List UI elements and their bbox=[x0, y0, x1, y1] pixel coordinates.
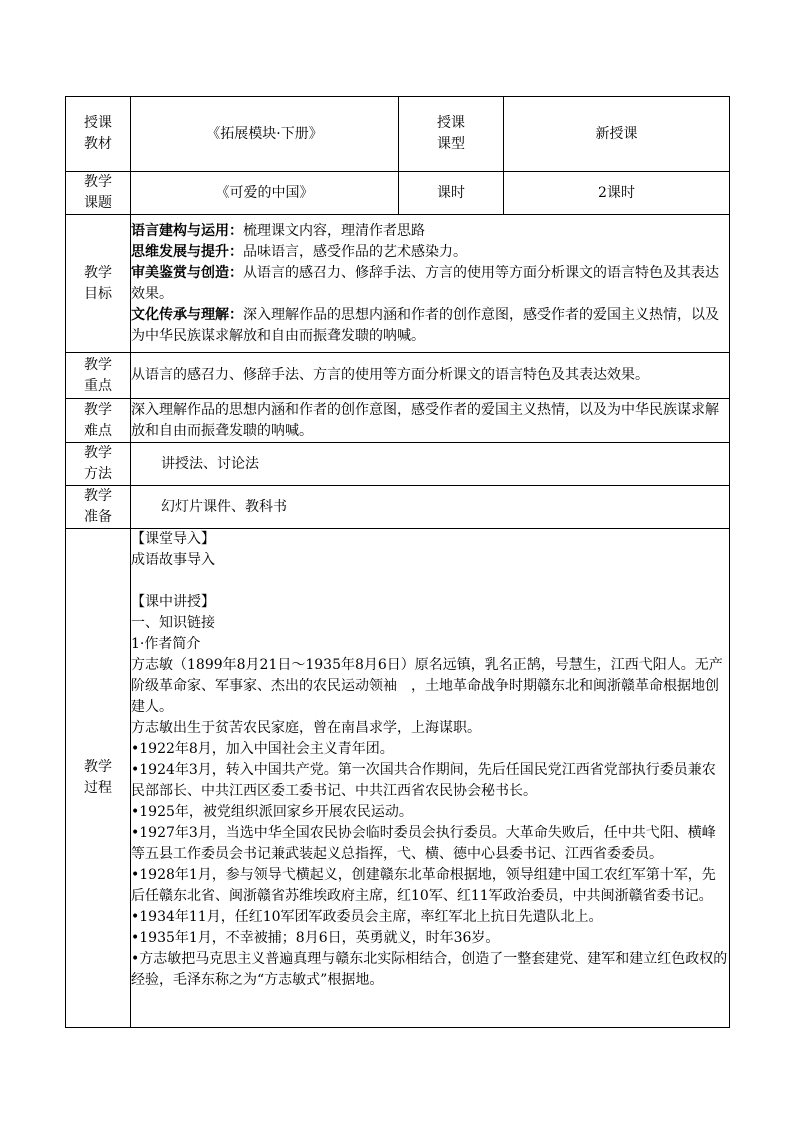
process-line: 一、知识链接 bbox=[131, 615, 215, 631]
goal-item bbox=[131, 221, 729, 242]
process-line: •1922年8月，加入中国社会主义青年团。 bbox=[131, 741, 394, 757]
goal-text: 从语言的感召力、修辞手法、方言的使用等方面分析课文的语言特色及其表达效果。 bbox=[131, 264, 719, 302]
row-methods bbox=[66, 443, 730, 486]
row-goals bbox=[66, 215, 730, 353]
process-line: •方志敏把马克思主义普遍真理与赣东北实际相结合，创造了一整套建党、建军和建立红色政权的经验，毛泽东称之为“方志敏式”根据地。 bbox=[131, 951, 728, 988]
preparation-label: 教学 准备 bbox=[66, 486, 131, 529]
goal-head: 文化传承与理解： bbox=[131, 306, 243, 323]
process-line: 方志敏（1899年8月21日～1935年8月6日）原名远镇，乳名正鹄，号慧生，江西弋阳人。无产阶级革命家、军事家、杰出的农民运动领袖 ，土地革命战争时期赣东北和闽浙赣革命根据地创建人。 bbox=[131, 657, 723, 715]
process-line: 方志敏出生于贫苦农民家庭，曾在南昌求学，上海谋职。 bbox=[131, 720, 481, 736]
row-difficulties bbox=[66, 399, 730, 443]
row-preparation bbox=[66, 486, 730, 529]
goal-text: 梳理课文内容，理清作者思路 bbox=[243, 222, 425, 239]
type-label: 授课 课型 bbox=[399, 97, 504, 172]
process-content bbox=[131, 529, 730, 1028]
goal-head: 语言建构与运用： bbox=[131, 222, 243, 239]
process-line: 1·作者简介 bbox=[131, 636, 201, 652]
process-line: •1934年11月，任红10军团军政委员会主席，率红军北上抗日先遣队北上。 bbox=[131, 909, 603, 925]
goals-content bbox=[131, 215, 730, 353]
process-line: •1925年，被党组织派回家乡开展农民运动。 bbox=[131, 804, 413, 820]
topic-value: 《可爱的中国》 bbox=[131, 172, 399, 215]
goal-text: 品味语言，感受作品的艺术感染力。 bbox=[243, 243, 467, 260]
difficulties-text: 深入理解作品的思想内涵和作者的创作意图，感受作者的爱国主义热情，以及为中华民族谋求解放和自由而振聋发聩的呐喊。 bbox=[131, 399, 730, 443]
row-key-points bbox=[66, 353, 730, 399]
process-label: 教学 过程 bbox=[66, 529, 131, 1028]
process-line: 成语故事导入 bbox=[131, 552, 215, 568]
key-points-text: 从语言的感召力、修辞手法、方言的使用等方面分析课文的语言特色及其表达效果。 bbox=[131, 353, 730, 399]
methods-text: 讲授法、讨论法 bbox=[131, 443, 730, 486]
process-line bbox=[131, 571, 729, 592]
goal-item bbox=[131, 263, 729, 305]
row-topic bbox=[66, 172, 730, 215]
methods-label: 教学 方法 bbox=[66, 443, 131, 486]
key-points-label: 教学 重点 bbox=[66, 353, 131, 399]
goal-item bbox=[131, 305, 729, 347]
material-value: 《拓展模块·下册》 bbox=[131, 97, 399, 172]
goal-head: 思维发展与提升： bbox=[131, 243, 243, 260]
process-line: •1928年1月，参与领导弋横起义，创建赣东北革命根据地，领导组建中国工农红军第十军，先后任赣东北省、闽浙赣省苏维埃政府主席，红10军、红11军政治委员，中共闽浙赣省委书记。 bbox=[131, 867, 716, 904]
type-value: 新授课 bbox=[504, 97, 730, 172]
hours-label: 课时 bbox=[399, 172, 504, 215]
process-line: •1935年1月，不幸被捕；8月6日，英勇就义，时年36岁。 bbox=[131, 930, 500, 946]
material-label: 授课 教材 bbox=[66, 97, 131, 172]
goal-text: 深入理解作品的思想内涵和作者的创作意图，感受作者的爱国主义热情，以及为中华民族谋求解放和自由而振聋发聩的呐喊。 bbox=[131, 306, 719, 344]
difficulties-label: 教学 难点 bbox=[66, 399, 131, 443]
row-process bbox=[66, 529, 730, 1028]
process-line: •1924年3月，转入中国共产党。第一次国共合作期间，先后任国民党江西省党部执行委员兼农民部部长、中共江西区委工委书记、中共江西省农民协会秘书长。 bbox=[131, 762, 716, 799]
process-line: 【课堂导入】 bbox=[131, 531, 215, 547]
row-material bbox=[66, 97, 730, 172]
process-line: 【课中讲授】 bbox=[131, 594, 215, 610]
goals-label: 教学 目标 bbox=[66, 215, 131, 353]
goal-item bbox=[131, 242, 729, 263]
lesson-plan-table bbox=[65, 96, 730, 1028]
process-line: •1927年3月，当选中华全国农民协会临时委员会执行委员。大革命失败后，任中共弋阳、横峰等五县工作委员会书记兼武装起义总指挥，弋、横、德中心县委书记、江西省委委员。 bbox=[131, 825, 716, 862]
topic-label: 教学 课题 bbox=[66, 172, 131, 215]
hours-value: 2课时 bbox=[504, 172, 730, 215]
goal-head: 审美鉴赏与创造： bbox=[131, 264, 243, 281]
preparation-text: 幻灯片课件、教科书 bbox=[131, 486, 730, 529]
